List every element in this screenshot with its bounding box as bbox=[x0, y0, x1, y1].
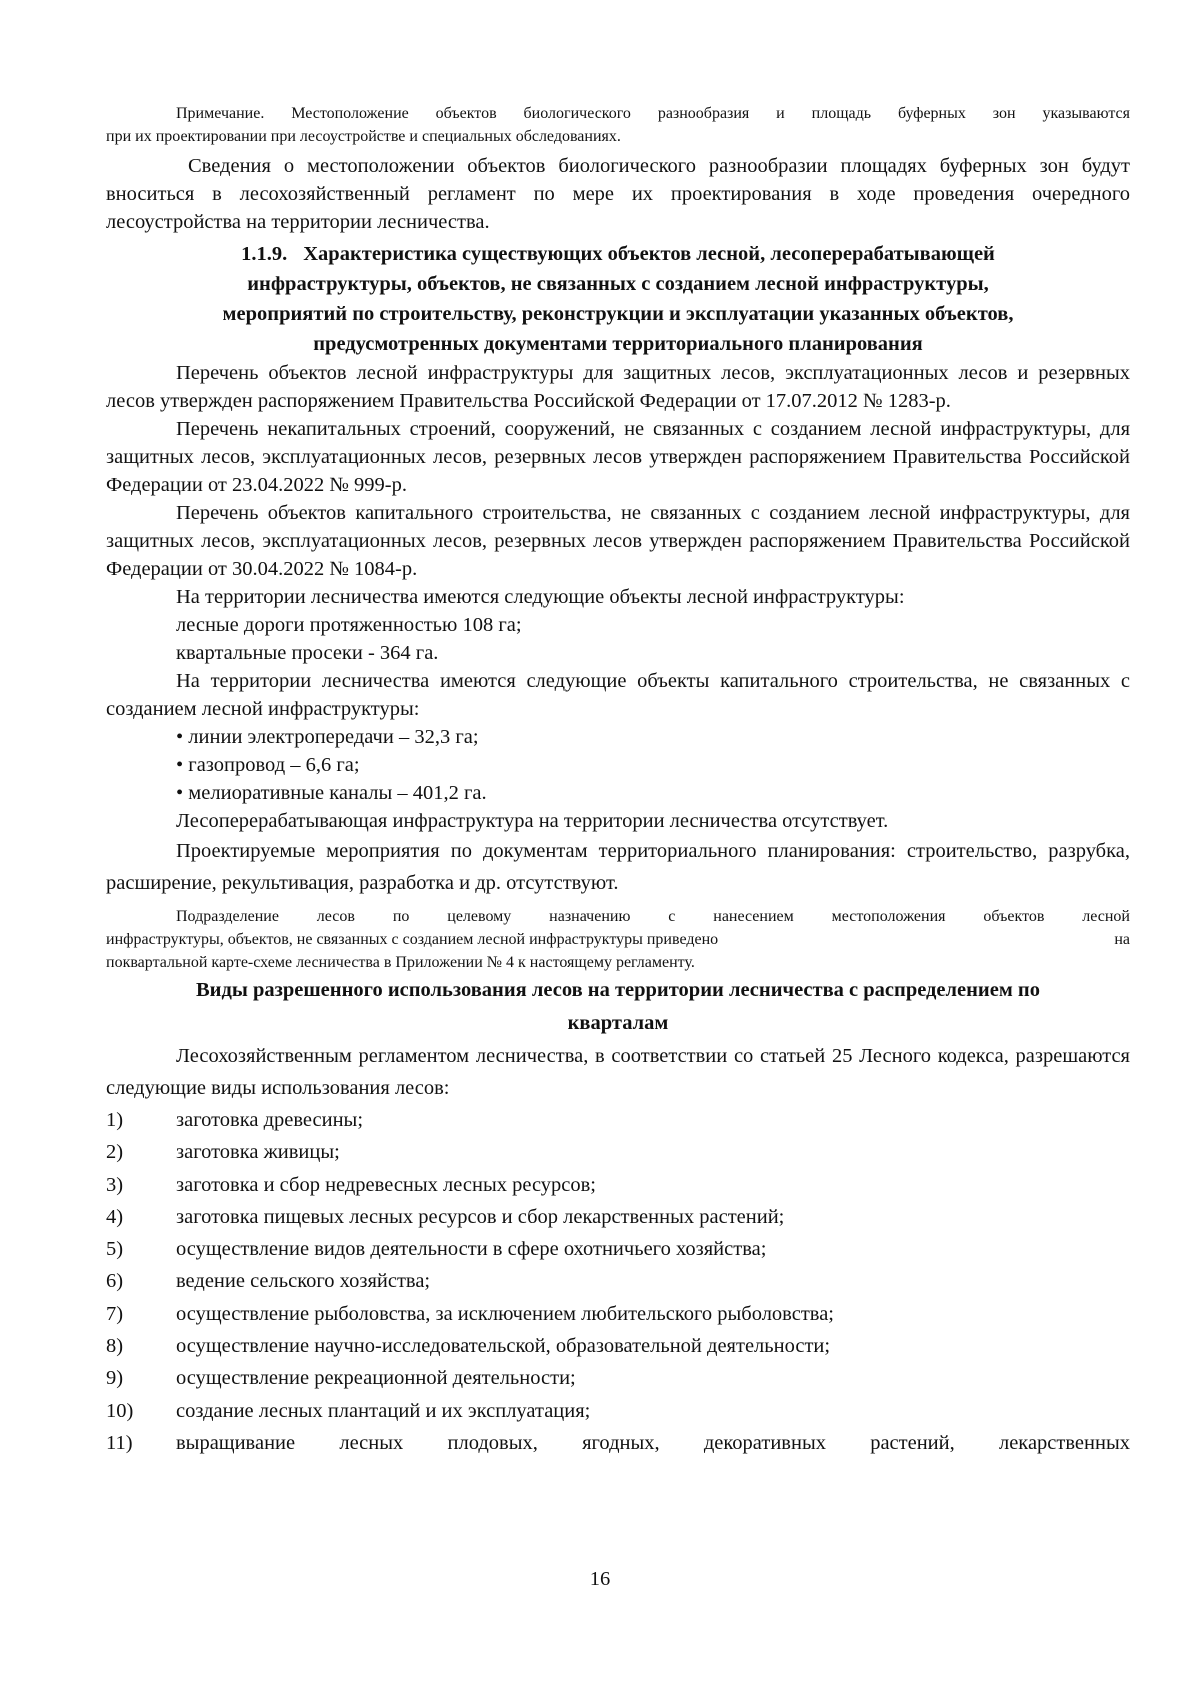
permitted-use-heading bbox=[106, 974, 1130, 1040]
paragraph-infrastructure-list: Перечень объектов лесной инфраструктуры для защитных лесов, эксплуатационных лесов и резервных лесов утвержден распоряжением Правительства Российской Федерации от 17.07.2012 № 1283-р. bbox=[106, 362, 1130, 412]
list-item-number: 2) bbox=[106, 1141, 124, 1164]
list-item-text: создание лесных плантаций и их эксплуатация; bbox=[176, 1399, 591, 1422]
map-note-line-3: поквартальной карте-схеме лесничества в Приложении № 4 к настоящему регламенту. bbox=[106, 954, 695, 971]
list-item-text: заготовка пищевых лесных ресурсов и сбор лекарственных растений; bbox=[176, 1205, 785, 1228]
note-line-1: Примечание. Местоположение объектов биологического разнообразия и площадь буферных зон указываются bbox=[176, 105, 1130, 122]
list-item bbox=[106, 1169, 1130, 1201]
section-heading bbox=[106, 239, 1130, 359]
paragraph-existing-infrastructure: На территории лесничества имеются следующие объекты лесной инфраструктуры: bbox=[176, 586, 905, 608]
list-item bbox=[106, 1330, 1130, 1362]
list-item-number: 9) bbox=[106, 1367, 124, 1390]
list-item-text: выращивание лесных плодовых, ягодных, декоративных растений, лекарственных bbox=[176, 1431, 1130, 1454]
list-item-number: 1) bbox=[106, 1109, 124, 1131]
page-number: 16 bbox=[589, 1568, 611, 1590]
list-item-number: 3) bbox=[106, 1173, 124, 1196]
paragraph-capital-objects: На территории лесничества имеются следующие объекты капитального строительства, не связанных с созданием лесной инфраструктуры: bbox=[106, 670, 1130, 720]
list-item bbox=[106, 1265, 1130, 1297]
note-line-2: при их проектировании при лесоустройстве и специальных обследованиях. bbox=[106, 128, 621, 145]
bullet-power-lines: • линии электропередачи – 32,3 га; bbox=[176, 726, 479, 748]
list-item bbox=[106, 1362, 1130, 1394]
list-item-text: заготовка древесины; bbox=[176, 1109, 364, 1131]
map-note-line-2 bbox=[106, 928, 1130, 951]
permitted-uses-list bbox=[106, 1104, 1130, 1459]
list-item-number: 5) bbox=[106, 1238, 124, 1261]
biodiversity-note bbox=[106, 102, 1130, 148]
section-heading-line-4: предусмотренных документами территориального планирования bbox=[313, 333, 923, 355]
section-heading-line-3: мероприятий по строительству, реконструкции и эксплуатации указанных объектов, bbox=[222, 303, 1014, 325]
list-item-number: 4) bbox=[106, 1205, 124, 1228]
bullet-gas-pipeline: • газопровод – 6,6 га; bbox=[176, 754, 360, 776]
section-heading-line-2: инфраструктуры, объектов, не связанных с созданием лесной инфраструктуры, bbox=[247, 273, 989, 295]
section-heading-line-1 bbox=[106, 239, 1130, 269]
list-item-text: заготовка живицы; bbox=[176, 1141, 340, 1164]
list-item-number: 7) bbox=[106, 1302, 124, 1325]
paragraph-capital-list: Перечень объектов капитального строительства, не связанных с созданием лесной инфраструктуры, для защитных лесов, эксплуатационных лесов, резервных лесов утвержден распоряжением Правительства Российской Федерации от 30.04.2022 № 1084-р. bbox=[106, 502, 1130, 580]
permitted-use-heading-line-1: Виды разрешенного использования лесов на территории лесничества с распределением по bbox=[196, 979, 1040, 1001]
list-item bbox=[106, 1427, 1130, 1459]
map-reference-note bbox=[106, 905, 1130, 974]
list-item bbox=[106, 1395, 1130, 1427]
section-number: 1.1.9. bbox=[241, 243, 288, 265]
list-item-text: ведение сельского хозяйства; bbox=[176, 1270, 431, 1293]
list-item bbox=[106, 1201, 1130, 1233]
list-item-text: осуществление рекреационной деятельности; bbox=[176, 1367, 576, 1390]
list-item-number: 10) bbox=[106, 1399, 134, 1422]
list-item-number: 6) bbox=[106, 1270, 124, 1293]
list-item-text: осуществление научно-исследовательской, образовательной деятельности; bbox=[176, 1335, 831, 1358]
paragraph-planned-activities: Проектируемые мероприятия по документам территориального планирования: строительство, разрубка, расширение, рекультивация, разработка и др. отсутствуют. bbox=[106, 840, 1130, 894]
map-note-line-2-left: инфраструктуры, объектов, не связанных с созданием лесной инфраструктуры приведено bbox=[106, 931, 719, 948]
paragraph-forest-roads: лесные дороги протяженностью 108 га; bbox=[176, 614, 522, 636]
bullet-canals: • мелиоративные каналы – 401,2 га. bbox=[176, 782, 487, 804]
list-item-text: осуществление рыболовства, за исключением любительского рыболовства; bbox=[176, 1302, 835, 1325]
list-item bbox=[106, 1104, 1130, 1136]
list-item-text: осуществление видов деятельности в сфере охотничьего хозяйства; bbox=[176, 1238, 767, 1261]
map-note-line-1: Подразделение лесов по целевому назначению с нанесением местоположения объектов лесной bbox=[176, 908, 1130, 925]
list-item bbox=[106, 1136, 1130, 1168]
list-item-text: заготовка и сбор недревесных лесных ресурсов; bbox=[176, 1173, 596, 1196]
page-content bbox=[106, 102, 1130, 1459]
uses-intro-paragraph: Лесохозяйственным регламентом лесничества, в соответствии со статьей 25 Лесного кодекса, разрешаются следующие виды использования лесов: bbox=[106, 1045, 1130, 1099]
map-note-line-2-right: на bbox=[1114, 931, 1130, 948]
section-title-part-1: Характеристика существующих объектов лесной, лесоперерабатывающей bbox=[303, 243, 995, 265]
intro-paragraph: Сведения о местоположении объектов биологического разнообразии площадях буферных зон будут вноситься в лесохозяйственный регламент по мере их проектирования в ходе проведения очередного лесоустройства на территории лесничества. bbox=[106, 155, 1130, 233]
list-item-number: 8) bbox=[106, 1335, 124, 1358]
paragraph-clearings: квартальные просеки - 364 га. bbox=[176, 642, 439, 664]
list-item bbox=[106, 1233, 1130, 1265]
list-item-number: 11) bbox=[106, 1431, 133, 1454]
permitted-use-heading-line-2: кварталам bbox=[567, 1012, 669, 1034]
list-item bbox=[106, 1298, 1130, 1330]
paragraph-processing-absent: Лесоперерабатывающая инфраструктура на территории лесничества отсутствует. bbox=[176, 810, 889, 832]
paragraph-noncapital-list: Перечень некапитальных строений, сооружений, не связанных с созданием лесной инфраструктуры, для защитных лесов, эксплуатационных лесов, резервных лесов утвержден распоряжением Правительства Российской Федерации от 23.04.2022 № 999-р. bbox=[106, 418, 1130, 496]
